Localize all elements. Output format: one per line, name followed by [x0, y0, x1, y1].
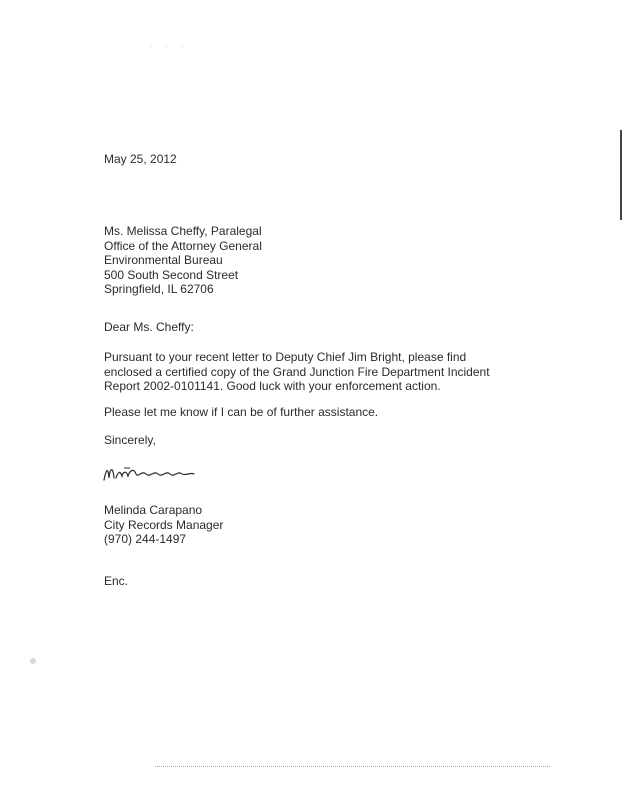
closing: Sincerely, [104, 433, 156, 447]
salutation: Dear Ms. Cheffy: [104, 320, 194, 334]
body-line: Pursuant to your recent letter to Deputy Chief Jim Bright, please find [104, 350, 467, 364]
letter-date: May 25, 2012 [104, 152, 177, 166]
scan-edge-mark [620, 130, 622, 220]
handwritten-signature [100, 460, 200, 484]
body-line: enclosed a certified copy of the Grand Junction Fire Department Incident [104, 364, 490, 379]
recipient-city: Springfield, IL 62706 [104, 282, 214, 296]
body-paragraph-2: Please let me know if I can be of further assistance. [104, 405, 379, 419]
footer-scan-noise [155, 760, 550, 767]
scan-artifact: · · · [150, 44, 190, 50]
recipient-office: Office of the Attorney General [104, 238, 262, 253]
sender-name: Melinda Carapano [104, 503, 203, 517]
recipient-address [104, 224, 262, 297]
recipient-street: 500 South Second Street [104, 267, 239, 282]
scan-smudge [30, 658, 36, 664]
enclosure-note: Enc. [104, 574, 129, 588]
sender-signature-block [104, 503, 223, 547]
sender-phone: (970) 244-1497 [104, 532, 187, 546]
body-line: Report 2002-0101141. Good luck with your enforcement action. [104, 379, 441, 393]
recipient-name: Ms. Melissa Cheffy, Paralegal [104, 224, 262, 238]
body-paragraph-1 [104, 350, 490, 394]
sender-title: City Records Manager [104, 517, 224, 532]
recipient-bureau: Environmental Bureau [104, 253, 223, 267]
